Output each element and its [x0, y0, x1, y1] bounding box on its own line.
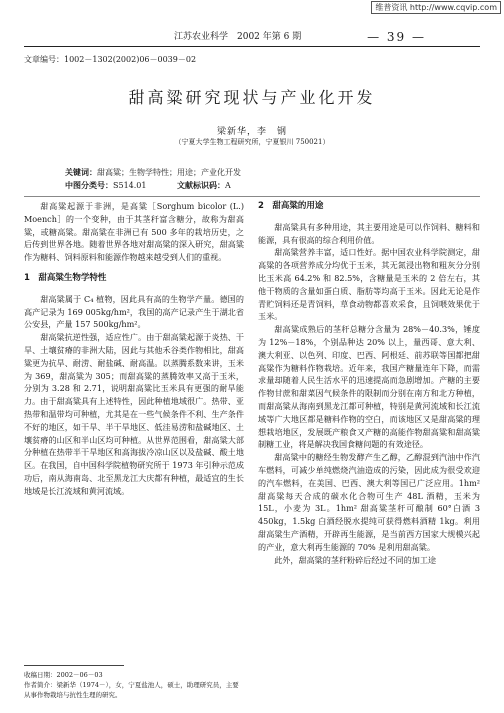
section-heading-2: 2 甜高粱的用途 — [258, 201, 324, 211]
section-heading-1: 1 甜高粱生物学特性 — [24, 272, 107, 283]
classification: S514.01 — [113, 181, 147, 190]
paragraph: 甜高粱抗逆性强，适应性广。由于甜高粱起源于炎热、干旱、土壤贫瘠的非洲大陆，因此与其他禾谷类作物相比，甜高粱更为抗旱、耐涝、耐盐碱、耐高温。以蒸腾系数来讲，玉米为 369，甜高粱为 305；而甜高粱的蒸腾效率又高于玉米，分别为 3.28 和 2.71，说明甜高粱比玉米具有更强的耐旱能力。由于甜高粱具有上述特性，因此种植地域很广。热带、亚热带和温带均可种植，尤其是在一些气候条件不利、生产条件不好的地区，如干旱、半干旱地区、低洼易涝和盐碱地区、土壤贫瘠的山区和半山区均可种植。从世界范围看，甜高粱大部分种植在热带半干旱地区和高海拔冷凉山区以及盐碱、酸土地区。在我国，自中国科学院植物研究所于 1973 年引种示范成功后，南从海南岛、北至黑龙江大庆都有种植，最适宜的生长地域是长江流域和黄河流域。 — [24, 332, 244, 496]
footnote — [24, 670, 244, 700]
left-column — [24, 200, 244, 498]
paragraph: 甜高粱中的糖经生物发酵产生乙醇，乙醇混到汽油中作汽车燃料，可减少单纯燃烧汽油造成的污染，因此成为很受欢迎的汽车燃料，在美国、巴西、澳大利等国已广泛应用。1hm² 甜高粱每天合成的碳水化合物可生产 48L 酒精，玉米为 15L，小麦为 3L。1hm² 甜高粱茎秆可酿制 60°白酒 3 450kg，1.5kg 白酒经脱水提纯可获得燃料酒精 1kg。利用甜高粱生产酒精，开辟再生能源，是当前西方国家大规模兴起的产业，意大利再生能源的 70% 是利用甜高粱。 — [258, 452, 480, 552]
header-rule — [24, 46, 480, 47]
paragraph: 此外，甜高粱的茎秆粉碎后经过不同的加工途 — [274, 554, 437, 565]
doc-code-label: 文献标识码： — [177, 180, 226, 190]
classification-line — [65, 179, 241, 192]
article-title: 甜高粱研究现状与产业化开发 — [128, 88, 376, 107]
received-date: 收稿日期：2002－06－03 — [24, 671, 103, 679]
author-note: 作者简介：梁新华（1974－），女，宁夏盐池人，硕士，助理研究员，主要从事作物栽培与抗性生理的研究。 — [24, 681, 239, 699]
keywords: 甜高粱；生物学特性；用途；产业化开发 — [97, 168, 241, 177]
source-stamp: 维普资讯 http://www.cqvip.com — [371, 1, 501, 14]
keywords-block — [65, 166, 241, 192]
journal-info: 江苏农业科学 2002 年第 6 期 — [174, 32, 302, 42]
keywords-label: 关键词： — [65, 167, 97, 177]
intro-paragraph: 甜高粱起源于非洲，是高粱［Sorghum bicolor (L.) Moench］的一个变种，由于其茎秆富含糖分，故称为甜高粱，或糖高粱。甜高粱在非洲已有 500 多年的栽培历史，之后传到世界各地。随着世界各地对甜高粱的深入研究，甜高粱作为糖料、饲料原料和能源作物越来越受到人们的重视。 — [24, 201, 244, 263]
affiliation: （宁夏大学生物工程研究所，宁夏银川 750021） — [174, 138, 330, 146]
paragraph: 甜高粱营养丰富，适口性好。据中国农业科学院测定，甜高粱的各项营养成分均优于玉米，其无氮浸出物和粗灰分分别比玉米高 64.2% 和 82.5%，含糖量是玉米的 2 倍左右，其他干物质的含量如蛋白质、脂肪等均高于玉米。因此无论是作青贮饲料还是青饲料，草食动物都喜欢采食，且饲喂效果优于玉米。 — [258, 247, 480, 322]
paragraph: 甜高粱具有多种用途，其主要用途是可以作饲料、糖料和能源，具有很高的综合利用价值。 — [258, 221, 480, 245]
footnote-rule — [24, 665, 124, 666]
page-number: — 39 — — [367, 30, 426, 44]
authors: 梁新华，李 钢 — [216, 127, 287, 137]
classification-label: 中图分类号： — [65, 180, 113, 190]
running-header — [24, 30, 480, 44]
article-number: 文章编号：1002－1302(2002)06－0039－02 — [24, 55, 197, 64]
doc-code: A — [225, 181, 231, 190]
right-column — [258, 200, 480, 566]
keywords-line — [65, 166, 241, 179]
paragraph: 甜高粱成熟后的茎秆总糖分含量为 28%－40.3%，锤度为 12%－18%，个别品种达 20% 以上，量西哥、意大利、澳大利亚、以色列、印度、巴西、阿根廷、前苏联等国都把甜高粱作为糖料作物栽培。近年来，我国产糖量连年下降，而需求量却随着人民生活水平的迅速提高而急剧增加。产糖的主要作物甘蔗和甜菜因气候条件的限制而分别在南方和北方种植，而甜高粱从海南到黑龙江都可种植，特别是黄河流域和长江流域等广大地区都是糖料作物的空白，而该地区又是甜高粱的理想栽培地区，发展既产粮食又产糖的高能作物甜高粱和甜高粱制糖工业，将是解决我国食糖问题的有效途径。 — [258, 324, 480, 450]
section-rule — [24, 196, 480, 197]
paragraph: 甜高粱属于 C₄ 植物，因此具有高的生物学产量。德国的高产记录为 169 005kg/hm²，我国的高产记录产生于湖北省公安县，产量 157 500kg/hm²。 — [24, 293, 244, 330]
